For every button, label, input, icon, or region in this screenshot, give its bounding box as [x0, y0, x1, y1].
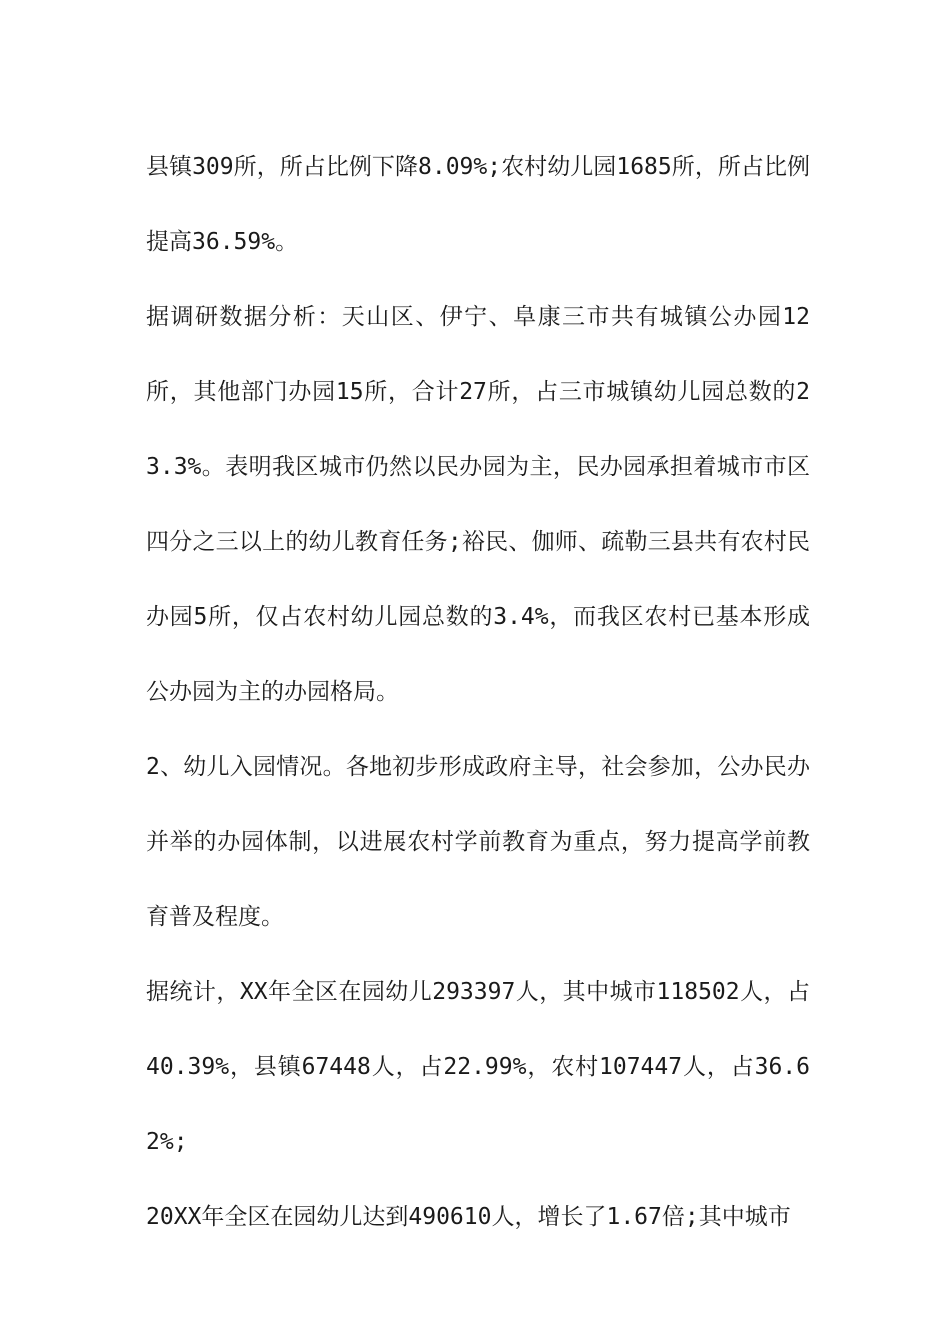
body-text [146, 130, 810, 1255]
paragraph-5: 20XX年全区在园幼儿达到490610人，增长了1.67倍;其中城市 [146, 1204, 791, 1230]
paragraph-2: 据调研数据分析：天山区、伊宁、阜康三市共有城镇公办园12所，其他部门办园15所，合计27所，占三市城镇幼儿园总数的23.3%。表明我区城市仍然以民办园为主，民办园承担着城市市区四分之三以上的幼儿教育任务;裕民、伽师、疏勒三县共有农村民办园5所，仅占农村幼儿园总数的3.4%，而我区农村已基本形成公办园为主的办园格局。 [146, 304, 810, 705]
paragraph-3: 2、幼儿入园情况。各地初步形成政府主导，社会参加，公办民办并举的办园体制，以进展农村学前教育为重点，努力提高学前教育普及程度。 [146, 754, 810, 930]
paragraph-4: 据统计，XX年全区在园幼儿293397人，其中城市118502人，占40.39%，县镇67448人，占22.99%，农村107447人，占36.62%; [146, 979, 810, 1155]
paragraph-1: 县镇309所，所占比例下降8.09%;农村幼儿园1685所，所占比例提高36.59%。 [146, 154, 810, 255]
